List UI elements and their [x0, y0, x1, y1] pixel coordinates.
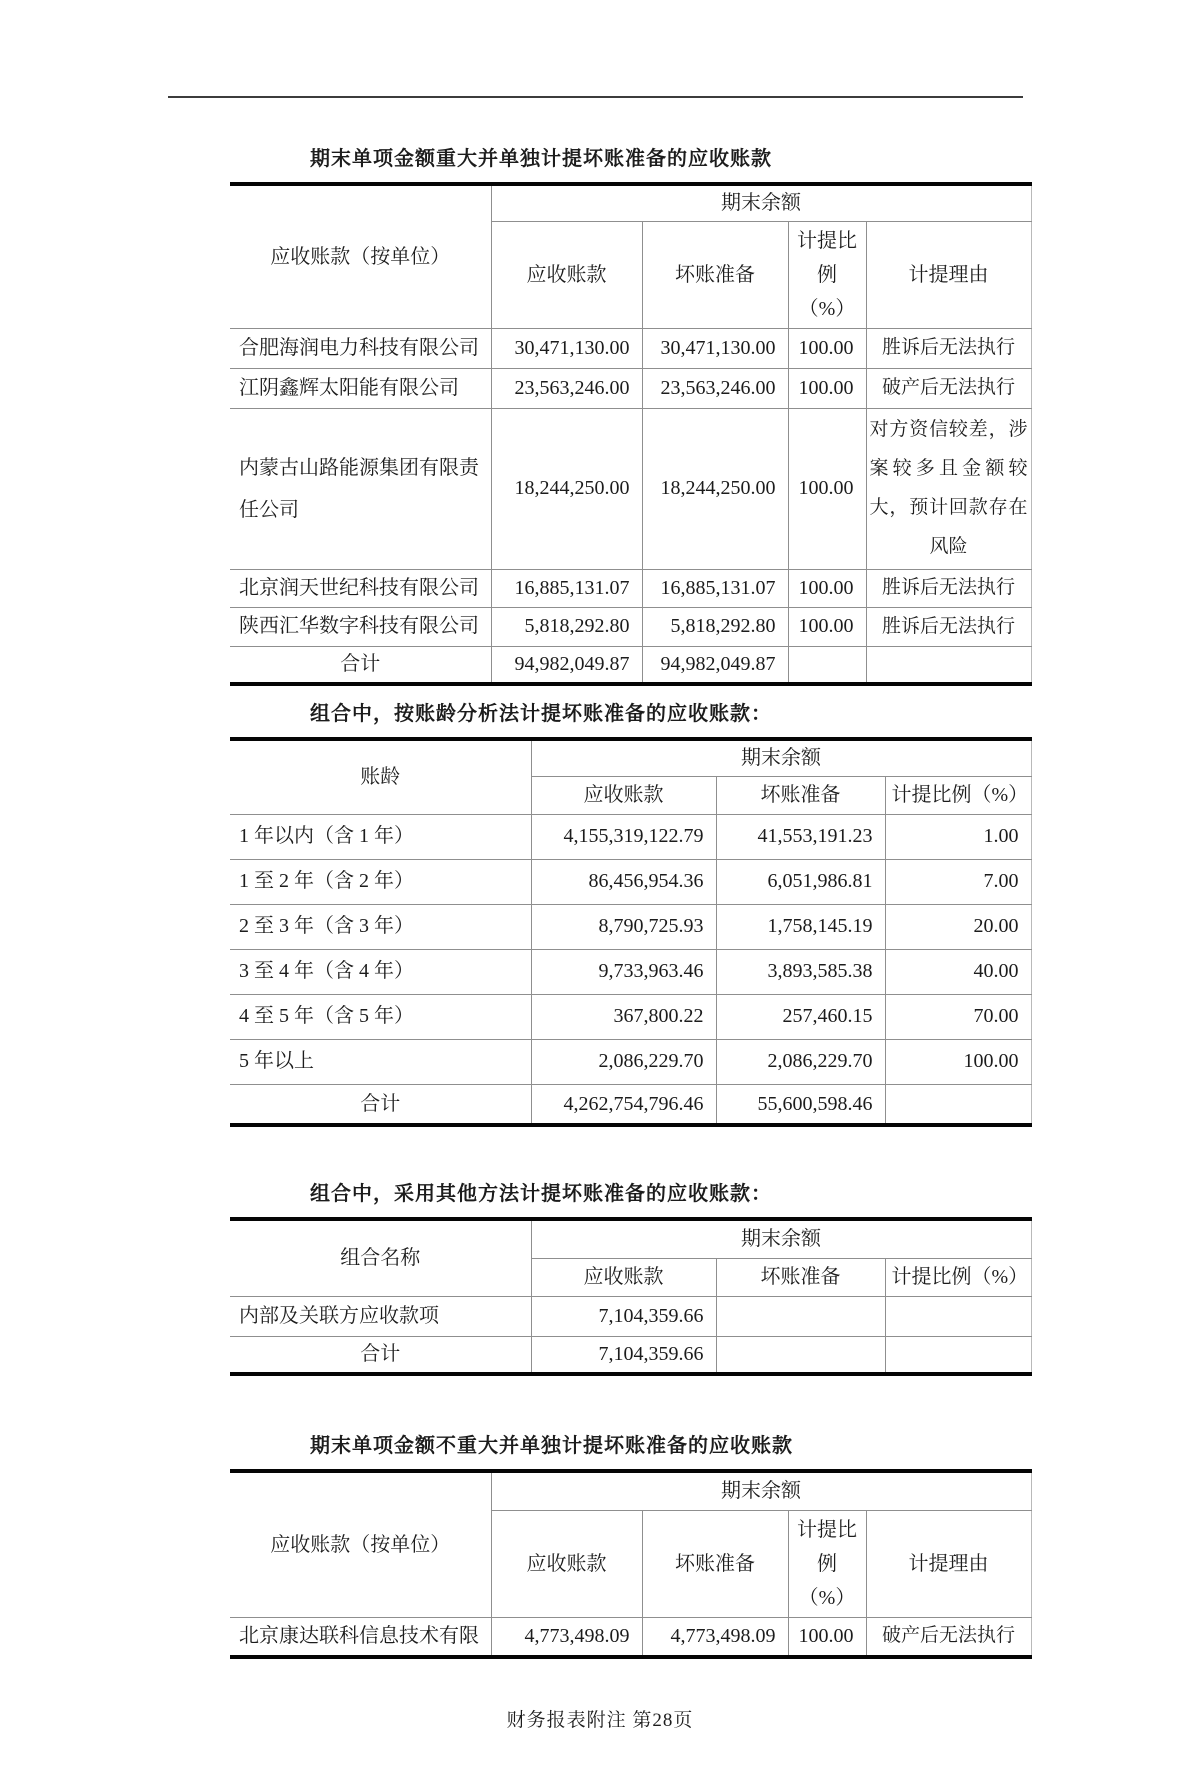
cell-baddebt: 30,471,130.00	[642, 329, 788, 369]
table-row	[230, 329, 1031, 369]
table-row	[230, 369, 1031, 409]
table2-total-row	[230, 1084, 1031, 1125]
table3-header-receivable: 应收账款	[531, 1258, 716, 1296]
total-receivable: 4,262,754,796.46	[531, 1084, 716, 1125]
cell-reason: 胜诉后无法执行	[866, 329, 1031, 369]
cell-company: 江阴鑫辉太阳能有限公司	[230, 369, 491, 409]
table4-header-baddebt: 坏账准备	[642, 1511, 788, 1618]
cell-receivable: 5,818,292.80	[491, 607, 642, 646]
cell-ratio: 100.00	[788, 329, 866, 369]
table-row	[230, 607, 1031, 646]
table1-individually-significant	[230, 182, 1032, 686]
table1-title: 期末单项金额重大并单独计提坏账准备的应收账款	[310, 148, 772, 170]
total-receivable: 7,104,359.66	[531, 1336, 716, 1374]
table4-header-receivable: 应收账款	[491, 1511, 642, 1618]
cell-receivable: 7,104,359.66	[531, 1296, 716, 1336]
total-ratio-empty	[885, 1336, 1031, 1374]
cell-baddebt: 18,244,250.00	[642, 409, 788, 570]
cell-baddebt: 41,553,191.23	[716, 814, 885, 859]
cell-receivable: 4,155,319,122.79	[531, 814, 716, 859]
cell-age: 1 至 2 年（含 2 年）	[230, 859, 531, 904]
table4-header-ratio-line1: 计提比	[797, 1519, 857, 1542]
cell-groupname: 内部及关联方应收款项	[230, 1296, 531, 1336]
cell-receivable: 2,086,229.70	[531, 1039, 716, 1084]
cell-baddebt: 4,773,498.09	[642, 1618, 788, 1657]
cell-ratio: 40.00	[885, 949, 1031, 994]
table4-individually-insignificant	[230, 1469, 1032, 1659]
page-footer: 财务报表附注 第28页	[506, 1709, 694, 1731]
total-label: 合计	[230, 1084, 531, 1125]
cell-age: 4 至 5 年（含 5 年）	[230, 994, 531, 1039]
cell-baddebt: 5,818,292.80	[642, 607, 788, 646]
cell-ratio: 100.00	[788, 369, 866, 409]
table1-header-reason: 计提理由	[866, 222, 1031, 329]
table2-header-group: 期末余额	[531, 739, 1031, 777]
cell-baddebt: 23,563,246.00	[642, 369, 788, 409]
table2-header-ratio: 计提比例（%）	[885, 776, 1031, 814]
table1-total-row	[230, 646, 1031, 684]
cell-company: 北京康达联科信息技术有限	[230, 1618, 491, 1657]
cell-baddebt	[716, 1296, 885, 1336]
table-row	[230, 1618, 1031, 1657]
table-row	[230, 994, 1031, 1039]
table1-header-row1	[230, 184, 1031, 222]
cell-baddebt: 6,051,986.81	[716, 859, 885, 904]
table3-other-method	[230, 1217, 1032, 1376]
table3-header-group: 期末余额	[531, 1219, 1031, 1258]
table3-header-groupname: 组合名称	[230, 1219, 531, 1296]
table-row	[230, 859, 1031, 904]
cell-age: 2 至 3 年（含 3 年）	[230, 904, 531, 949]
table4-header-entity: 应收账款（按单位）	[230, 1471, 491, 1618]
cell-receivable: 8,790,725.93	[531, 904, 716, 949]
page-content	[230, 144, 1031, 1659]
table-row	[230, 1296, 1031, 1336]
cell-reason: 胜诉后无法执行	[866, 607, 1031, 646]
cell-baddebt: 2,086,229.70	[716, 1039, 885, 1084]
document-page	[0, 96, 1200, 1792]
table4-header-ratio	[788, 1511, 866, 1618]
cell-ratio: 70.00	[885, 994, 1031, 1039]
cell-company: 陕西汇华数字科技有限公司	[230, 607, 491, 646]
cell-ratio: 20.00	[885, 904, 1031, 949]
total-ratio-empty	[885, 1084, 1031, 1125]
cell-receivable: 86,456,954.36	[531, 859, 716, 904]
cell-baddebt: 3,893,585.38	[716, 949, 885, 994]
total-reason-empty	[866, 646, 1031, 684]
cell-ratio: 100.00	[788, 569, 866, 607]
header-rule	[168, 96, 1023, 98]
cell-reason: 破产后无法执行	[866, 1618, 1031, 1657]
cell-receivable: 4,773,498.09	[491, 1618, 642, 1657]
cell-age: 3 至 4 年（含 4 年）	[230, 949, 531, 994]
cell-ratio: 100.00	[788, 1618, 866, 1657]
table-row	[230, 904, 1031, 949]
total-baddebt: 55,600,598.46	[716, 1084, 885, 1125]
cell-receivable: 16,885,131.07	[491, 569, 642, 607]
cell-ratio: 7.00	[885, 859, 1031, 904]
table-row	[230, 814, 1031, 859]
table2-header-receivable: 应收账款	[531, 776, 716, 814]
total-receivable: 94,982,049.87	[491, 646, 642, 684]
table-row	[230, 949, 1031, 994]
table2-header-row1	[230, 739, 1031, 777]
table1-header-baddebt: 坏账准备	[642, 222, 788, 329]
table2-header-baddebt: 坏账准备	[716, 776, 885, 814]
cell-baddebt: 1,758,145.19	[716, 904, 885, 949]
table2-aging-analysis	[230, 737, 1032, 1128]
cell-receivable: 18,244,250.00	[491, 409, 642, 570]
table3-total-row	[230, 1336, 1031, 1374]
cell-reason: 破产后无法执行	[866, 369, 1031, 409]
total-label: 合计	[230, 646, 491, 684]
cell-ratio: 1.00	[885, 814, 1031, 859]
table4-header-group: 期末余额	[491, 1471, 1031, 1511]
total-baddebt: 94,982,049.87	[642, 646, 788, 684]
total-label: 合计	[230, 1336, 531, 1374]
cell-receivable: 30,471,130.00	[491, 329, 642, 369]
table1-header-ratio-line1: 计提比	[797, 230, 857, 252]
table4-header-ratio-line2: 例（%）	[798, 1553, 856, 1610]
cell-baddebt: 16,885,131.07	[642, 569, 788, 607]
total-ratio-empty	[788, 646, 866, 684]
cell-age: 1 年以内（含 1 年）	[230, 814, 531, 859]
table3-title: 组合中，采用其他方法计提坏账准备的应收账款：	[310, 1183, 772, 1206]
cell-age: 5 年以上	[230, 1039, 531, 1084]
cell-receivable: 23,563,246.00	[491, 369, 642, 409]
table1-header-receivable: 应收账款	[491, 222, 642, 329]
cell-reason: 胜诉后无法执行	[866, 569, 1031, 607]
table-row	[230, 409, 1031, 570]
table4-title: 期末单项金额不重大并单独计提坏账准备的应收账款	[310, 1434, 793, 1457]
cell-company: 北京润天世纪科技有限公司	[230, 569, 491, 607]
total-baddebt-empty	[716, 1336, 885, 1374]
table3-header-ratio: 计提比例（%）	[885, 1258, 1031, 1296]
table3-header-baddebt: 坏账准备	[716, 1258, 885, 1296]
cell-baddebt: 257,460.15	[716, 994, 885, 1039]
cell-receivable: 9,733,963.46	[531, 949, 716, 994]
table2-header-age: 账龄	[230, 739, 531, 815]
cell-receivable: 367,800.22	[531, 994, 716, 1039]
table1-header-group: 期末余额	[491, 184, 1031, 222]
cell-ratio: 100.00	[788, 409, 866, 570]
table1-header-ratio-line2: 例（%）	[798, 264, 856, 320]
cell-reason: 对方资信较差，涉案较多且金额较大，预计回款存在风险	[866, 409, 1031, 570]
table4-header-row1	[230, 1471, 1031, 1511]
table1-header-ratio	[788, 222, 866, 329]
table2-title: 组合中，按账龄分析法计提坏账准备的应收账款：	[310, 702, 772, 725]
cell-company: 内蒙古山路能源集团有限责任公司	[230, 409, 491, 570]
table1-header-entity: 应收账款（按单位）	[230, 184, 491, 329]
cell-company: 合肥海润电力科技有限公司	[230, 329, 491, 369]
table-row	[230, 569, 1031, 607]
table4-header-reason: 计提理由	[866, 1511, 1031, 1618]
table-row	[230, 1039, 1031, 1084]
cell-ratio	[885, 1296, 1031, 1336]
cell-ratio: 100.00	[788, 607, 866, 646]
table3-header-row1	[230, 1219, 1031, 1258]
cell-ratio: 100.00	[885, 1039, 1031, 1084]
